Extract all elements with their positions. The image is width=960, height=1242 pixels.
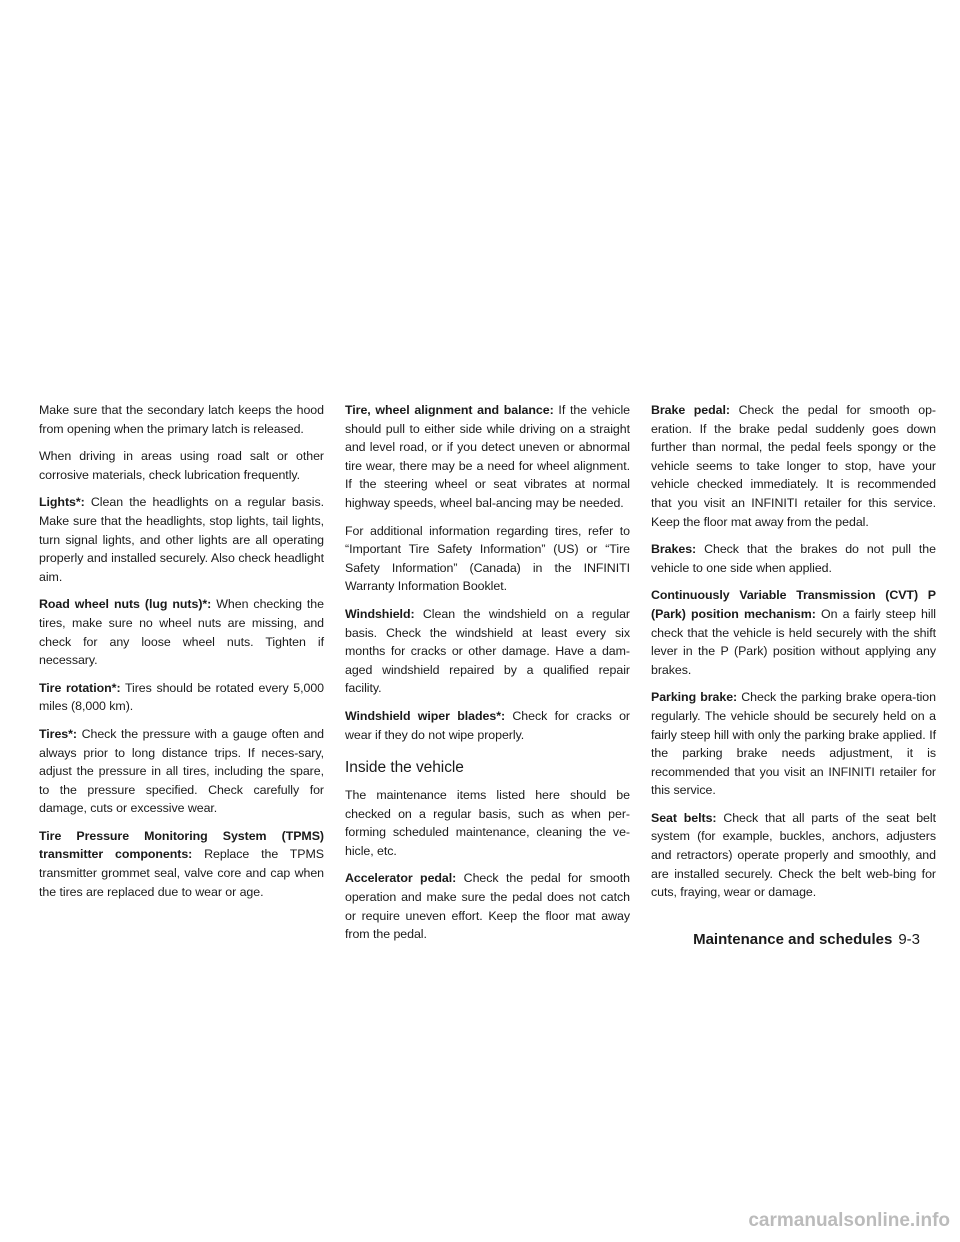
left-column	[39, 401, 324, 910]
paragraph-lead: Tire, wheel alignment and balance:	[345, 403, 554, 417]
page-footer	[0, 931, 920, 948]
paragraph-lead: Windshield wiper blades*:	[345, 708, 506, 723]
paragraph-alignment	[345, 401, 630, 513]
right-column	[651, 401, 936, 911]
paragraph-lead: Parking brake:	[651, 690, 738, 705]
paragraph-text: When checking the tires, make sure no wheel nuts are missing, and check for any loose wheel nuts. Tighten if necessary.	[39, 597, 324, 668]
paragraph-text: Tires should be rotated every 5,000 miles (8,000 km).	[39, 680, 324, 714]
paragraph-lead: Road wheel nuts (lug nuts)*:	[39, 597, 212, 612]
paragraph-text: Clean the headlights on a regular basis. Make sure that the headlights, stop lights, tail lights, turn signal lights, and other lights are all operating properly and installed securely. Also check headlight aim.	[39, 495, 324, 584]
paragraph-windshield	[345, 605, 630, 698]
paragraph-lead: Brake pedal:	[651, 403, 730, 417]
paragraph-lights	[39, 493, 324, 586]
paragraph-text: Check the pressure with a gauge often and always prior to long distance trips. If neces-sary, adjust the pressure in all tires, including the spare, to the pressure specified. Check carefully for damage, cuts or excessive wear.	[39, 726, 324, 816]
paragraph-text: On a fairly steep hill check that the vehicle is held securely with the shift lever in the P (Park) position without applying any brakes.	[651, 606, 936, 677]
paragraph-lead: Accelerator pedal:	[345, 871, 457, 886]
paragraph-lead: Brakes:	[651, 542, 697, 557]
paragraph-text: The maintenance items listed here should be checked on a regular basis, such as when per-forming scheduled maintenance, cleaning the ve-hicle, etc.	[345, 788, 630, 858]
paragraph	[39, 401, 324, 438]
paragraph-seat-belts	[651, 809, 936, 902]
paragraph-text: When driving in areas using road salt or other corrosive materials, check lubrication frequently.	[39, 449, 324, 482]
paragraph-text: Check the pedal for smooth op-eration. If the brake pedal suddenly goes down further than normal, the pedal feels spongy or the vehicle seems to take longer to stop, have your vehicle checked immediately. It is recommended that you visit an INFINITI retailer for this service. Keep the floor mat away from the pedal.	[651, 403, 936, 529]
paragraph-road-wheel-nuts	[39, 595, 324, 669]
paragraph-lead: Tires*:	[39, 726, 77, 741]
paragraph-text: Replace the TPMS transmitter grommet seal, valve core and cap when the tires are replaced due to wear or age.	[39, 847, 324, 899]
paragraph	[345, 522, 630, 596]
paragraph-tires	[39, 725, 324, 818]
paragraph-lead: Seat belts:	[651, 810, 717, 825]
paragraph-wiper-blades	[345, 707, 630, 744]
paragraph-text: Check the pedal for smooth operation and make sure the pedal does not catch or require uneven effort. Keep the floor mat away from the pedal.	[345, 871, 630, 942]
paragraph-lead: Lights*:	[39, 495, 85, 510]
paragraph	[345, 786, 630, 860]
paragraph-lead: Tire Pressure Monitoring System (TPMS) transmitter components:	[39, 828, 324, 862]
paragraph-text: Clean the windshield on a regular basis. Check the windshield at least every six months for cracks or other damage. Have a dam-aged windshield repaired by a qualified repair facility.	[345, 606, 630, 696]
paragraph-text: If the vehicle should pull to either side while driving on a straight and level road, or if you detect uneven or abnormal tire wear, there may be a need for wheel alignment. If the steering wheel or seat vibrates at normal highway speeds, wheel bal-ancing may be needed.	[345, 403, 630, 510]
middle-column	[345, 401, 630, 953]
paragraph-brakes	[651, 540, 936, 577]
footer-section-title: Maintenance and schedules	[693, 931, 893, 948]
page-number: 9-3	[898, 931, 920, 948]
paragraph-lead: Tire rotation*:	[39, 680, 121, 695]
paragraph-text: Make sure that the secondary latch keeps the hood from opening when the primary latch is released.	[39, 403, 324, 436]
paragraph-cvt-park	[651, 586, 936, 679]
watermark: carmanualsonline.info	[748, 1210, 950, 1231]
paragraph-parking-brake	[651, 688, 936, 800]
paragraph-lead: Continuously Variable Transmission (CVT) P (Park) position mechanism:	[651, 588, 936, 621]
section-heading: Inside the vehicle	[345, 759, 464, 777]
paragraph-text: Check for cracks or wear if they do not wipe properly.	[345, 708, 631, 742]
paragraph-tpms	[39, 827, 324, 901]
paragraph-brake-pedal	[651, 401, 936, 531]
paragraph-tire-rotation	[39, 679, 324, 716]
paragraph-lead: Windshield:	[345, 606, 415, 621]
paragraph-text: For additional information regarding tires, refer to “Important Tire Safety Information” (US) or “Tire Safety Information” (Canada) in the INFINITI Warranty Information Booklet.	[345, 523, 630, 594]
paragraph-text: Check that the brakes do not pull the vehicle to one side when applied.	[651, 542, 936, 575]
paragraph-text: Check that all parts of the seat belt system (for example, buckles, anchors, adjusters and retractors) operate properly and smoothly, and are installed securely. Check the belt web-bing for cuts, fraying, wear or damage.	[651, 810, 936, 900]
paragraph-text: Check the parking brake opera-tion regularly. The vehicle should be securely held on a fairly steep hill with only the parking brake applied. If the parking brake needs adjustment, it is recommended that you visit an INFINITI retailer for this service.	[651, 690, 936, 798]
paragraph	[39, 447, 324, 484]
